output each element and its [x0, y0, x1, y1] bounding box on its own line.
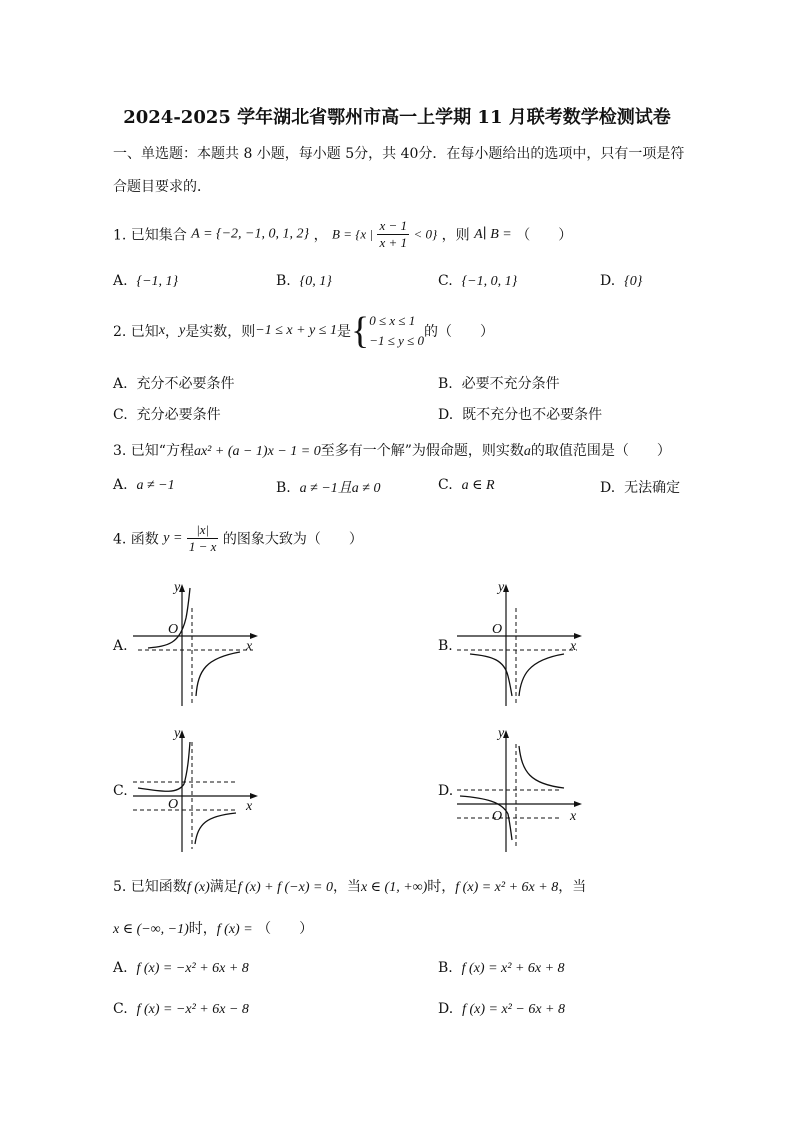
q3-option-d: D. 无法确定	[600, 480, 681, 496]
q3-option-c: C. a ∈ R	[438, 477, 495, 493]
q5-domain2: x ∈ (−∞, −1)	[113, 922, 189, 937]
q2-brace: {	[350, 310, 370, 352]
q1-frac-den: x + 1	[379, 235, 408, 250]
q4-graph-b-x-label: x	[570, 639, 577, 654]
q4-suffix: 的图象大致为（ ）	[222, 531, 363, 548]
q4-graph-d-origin: O	[492, 809, 503, 824]
q1-option-a-value: {−1, 1}	[136, 274, 179, 289]
question-5-line1: 5. 已知函数f (x)满足f (x) + f (−x) = 0，当x ∈ (1, +∞)时，f (x) = x² + 6x + 8，当	[113, 879, 587, 895]
q5-option-a: A. f (x) = −x² + 6x + 8	[113, 960, 249, 976]
q4-graph-c-origin: O	[168, 797, 179, 812]
q2-var-x: x	[158, 323, 166, 338]
q1-option-b: B. {0, 1}	[276, 273, 332, 289]
q1-option-d-value: {0}	[624, 274, 643, 289]
q4-graph-d-y-label: y	[498, 726, 505, 741]
q2-var-y: y	[179, 323, 186, 338]
q4-graph-d	[452, 724, 592, 854]
q5-option-d: D. f (x) = x² − 6x + 8	[438, 1001, 565, 1017]
q4-frac-num: |x|	[187, 522, 219, 539]
q4-graph-c-label: C.	[113, 783, 128, 799]
q1-prefix: 1. 已知集合	[113, 227, 187, 244]
q4-frac-den: 1 − x	[188, 539, 217, 554]
q1-set-b-left: B = {x |	[332, 226, 374, 242]
q4-graph-a-origin: O	[168, 622, 179, 637]
q2-option-d: D. 既不充分也不必要条件	[438, 407, 603, 423]
q5-odd-equation: f (x) + f (−x) = 0	[237, 880, 333, 895]
question-5-line2: x ∈ (−∞, −1)时，f (x) = （ ）	[113, 921, 314, 937]
q4-graph-b-origin: O	[492, 622, 503, 637]
q4-graph-b-y-label: y	[498, 580, 505, 595]
q4-y-eq: y =	[163, 530, 183, 546]
q4-graph-c	[128, 724, 268, 854]
question-2: 2. 已知x，y是实数，则−1 ≤ x + y ≤ 1是{ 0 ≤ x ≤ 1 −1 ≤ y ≤ 0 的（ ）	[113, 310, 495, 352]
q1-suffix: ，则	[441, 227, 470, 244]
q4-graph-a-x-label: x	[246, 639, 253, 654]
page-title: 2024-2025 学年湖北省鄂州市高一上学期 11 月联考数学检测试卷	[123, 107, 671, 128]
section-instructions-line2: 合题目要求的．	[113, 179, 211, 195]
q5-ask: f (x) =	[216, 922, 253, 937]
q4-fraction	[187, 522, 219, 555]
q1-frac-num: x − 1	[379, 218, 408, 233]
q4-graph-c-x-label: x	[246, 799, 253, 814]
q1-option-c: C. {−1, 0, 1}	[438, 273, 518, 289]
q5-definition: f (x) = x² + 6x + 8	[455, 880, 559, 895]
q1-set-a: A = {−2, −1, 0, 1, 2}	[191, 226, 310, 242]
q2-suffix: 的（ ）	[424, 324, 495, 340]
question-3	[113, 440, 671, 460]
q3-mid: 至多有一个解”为假命题，则实数	[320, 443, 524, 459]
q4-prefix: 4. 函数	[113, 531, 159, 548]
q3-equation: ax² + (a − 1)x − 1 = 0	[193, 444, 321, 459]
q5-domain1: x ∈ (1, +∞)	[360, 880, 428, 895]
q3-suffix: 的取值范围是（ ）	[530, 443, 671, 459]
q1-option-a: A. {−1, 1}	[113, 273, 179, 289]
q1-option-d: D. {0}	[600, 273, 643, 289]
q5-fx: f (x)	[186, 880, 210, 895]
q1-paren: （ ）	[516, 227, 573, 244]
q1-set-b-fraction	[377, 218, 409, 251]
q4-graph-b-label: B.	[438, 638, 453, 654]
q4-graph-d-label: D.	[438, 783, 454, 799]
q4-graph-a-y-label: y	[174, 580, 181, 595]
q5-prefix: 5. 已知函数	[113, 879, 187, 895]
q3-prefix: 3. 已知“方程	[113, 443, 194, 459]
q4-graph-b	[452, 578, 592, 708]
q2-mid: 是实数，则	[185, 324, 256, 340]
q1-expr: A∣ B =	[474, 227, 512, 242]
q2-option-c: C. 充分必要条件	[113, 407, 221, 423]
q2-option-a: A. 充分不必要条件	[113, 376, 235, 392]
q4-graph-a	[128, 578, 268, 708]
question-4	[113, 522, 363, 555]
q4-graph-a-label: A.	[113, 638, 128, 654]
q2-prefix: 2. 已知	[113, 324, 159, 340]
question-1: 1. 已知集合 A = {−2, −1, 0, 1, 2} ， B = {x | $\frac{x - 1}{x + 1}$ < 0} ，则 A∣ B = （ ）	[113, 218, 573, 250]
q4-graph-c-y-label: y	[174, 726, 181, 741]
q5-option-c: C. f (x) = −x² + 6x − 8	[113, 1001, 249, 1017]
q1-option-b-value: {0, 1}	[299, 274, 332, 289]
q2-option-b: B. 必要不充分条件	[438, 376, 560, 392]
section-instructions-line1: 一、单选题：本题共 8 小题，每小题 5分，共 40分．在每小题给出的选项中，只有一项是符	[113, 146, 685, 162]
q1-set-b-right: < 0}	[413, 226, 438, 242]
q3-var-a: a	[523, 444, 531, 459]
q5-option-b: B. f (x) = x² + 6x + 8	[438, 960, 565, 976]
q4-graph-d-x-label: x	[570, 809, 577, 824]
q1-option-c-value: {−1, 0, 1}	[461, 274, 518, 289]
q2-condition: −1 ≤ x + y ≤ 1	[255, 323, 337, 338]
q3-option-a: A. a ≠ −1	[113, 477, 175, 493]
q2-system: 0 ≤ x ≤ 1 −1 ≤ y ≤ 0	[369, 313, 425, 348]
q3-option-b: B. a ≠ −1且a ≠ 0	[276, 480, 381, 496]
